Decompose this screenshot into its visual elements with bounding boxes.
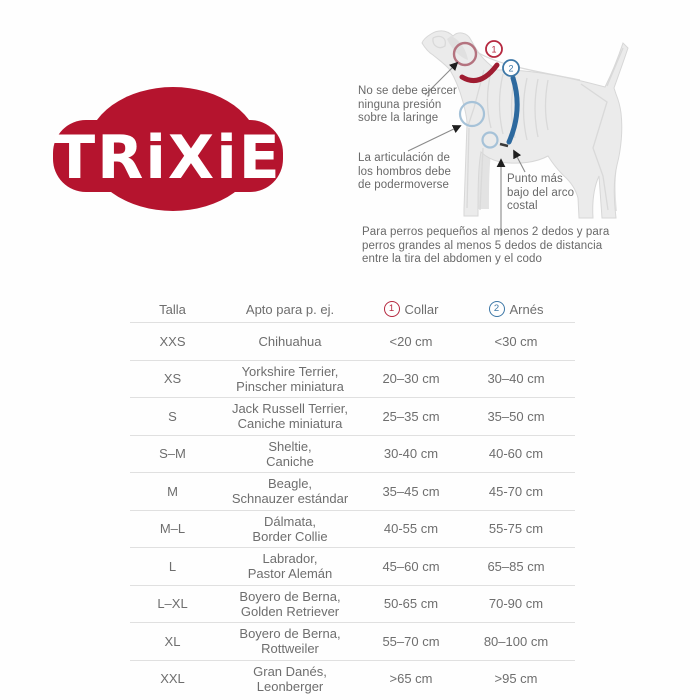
ribcage-note-line: Punto más (507, 173, 563, 185)
collar-cell: 25–35 cm (382, 408, 440, 424)
table-row (130, 660, 575, 698)
table-row (130, 622, 575, 660)
breed-line-1: Gran Danés, (253, 663, 327, 679)
harness-cell: 40-60 cm (488, 446, 544, 462)
breed-line-2: Golden Retriever (240, 603, 340, 619)
finger-distance-footnote (362, 226, 609, 267)
collar-number: 1 (491, 44, 497, 55)
table-row (130, 435, 575, 473)
table-row (130, 510, 575, 548)
breed-line-1: Jack Russell Terrier, (231, 401, 349, 417)
breed-line-1: Labrador, (262, 551, 318, 567)
size-cell: L–XL (157, 596, 188, 612)
harness-number-icon: 2 (489, 301, 505, 317)
breeds-cell (215, 334, 365, 349)
table-row (130, 360, 575, 398)
shoulder-arrow (408, 126, 460, 151)
breeds-cell (215, 364, 365, 394)
collar-cell: 45–60 cm (382, 558, 440, 574)
breed-line-1: Boyero de Berna, (239, 626, 341, 642)
harness-cell: 70-90 cm (488, 596, 544, 612)
breed-line-2: Leonberger (256, 678, 324, 694)
footnote-line: entre la tira del abdomen y el codo (362, 253, 542, 265)
logo-text: TRiXiE (54, 123, 282, 193)
size-table-body (130, 322, 575, 697)
breed-line-1: Beagle, (267, 476, 313, 492)
col-header-breeds: Apto para p. ej. (245, 301, 335, 317)
larynx-note-line: No se debe ejercer (358, 85, 457, 97)
size-cell: XXL (160, 671, 185, 687)
collar-cell: 55–70 cm (382, 633, 440, 649)
breed-line-2: Border Collie (252, 528, 328, 544)
breeds-cell (215, 439, 365, 469)
breed-line-1: Chihuahua (258, 333, 322, 349)
table-row (130, 585, 575, 623)
larynx-note-line: sobre la laringe (358, 112, 439, 124)
breed-line-2: Schnauzer estándar (231, 491, 349, 507)
collar-cell: <20 cm (389, 333, 433, 349)
harness-cell: <30 cm (494, 333, 538, 349)
breed-line-1: Boyero de Berna, (239, 588, 341, 604)
harness-cell: 45-70 cm (488, 483, 544, 499)
shoulder-note-line: La articulación de (358, 152, 450, 164)
size-cell: S–M (159, 446, 186, 462)
size-table-header (130, 296, 575, 322)
col-header-harness (457, 301, 575, 317)
col-header-collar (365, 301, 457, 317)
size-cell: XXS (159, 333, 186, 349)
col-header-collar-label: Collar (404, 301, 439, 317)
collar-cell: 50-65 cm (383, 596, 439, 612)
size-table (130, 296, 575, 697)
harness-cell: 55-75 cm (488, 521, 544, 537)
table-row (130, 322, 575, 360)
breeds-cell (215, 551, 365, 581)
collar-cell: 20–30 cm (382, 371, 440, 387)
harness-cell: >95 cm (494, 671, 538, 687)
size-cell: XS (163, 371, 182, 387)
table-row (130, 547, 575, 585)
breed-line-2: Caniche miniatura (237, 416, 343, 432)
table-row (130, 472, 575, 510)
collar-cell: 40-55 cm (383, 521, 439, 537)
breed-line-1: Yorkshire Terrier, (241, 363, 339, 379)
shoulder-note (358, 152, 451, 193)
size-cell: M (167, 483, 178, 499)
trixie-logo (40, 80, 295, 215)
harness-cell: 80–100 cm (483, 633, 549, 649)
breed-line-1: Dálmata, (263, 513, 317, 529)
size-cell: M–L (159, 521, 186, 537)
breeds-cell (215, 476, 365, 506)
breeds-cell (215, 664, 365, 694)
col-header-harness-label: Arnés (509, 301, 544, 317)
shoulder-note-line: los hombros debe (358, 165, 452, 178)
footnote-line: Para perros pequeños al menos 2 dedos y para (362, 226, 610, 238)
size-cell: L (168, 558, 177, 574)
harness-cell: 35–50 cm (487, 408, 545, 424)
ribcage-note-line: bajo del arco (507, 186, 575, 199)
breed-line-2: Pinscher miniatura (236, 378, 344, 394)
collar-cell: 30-40 cm (383, 446, 439, 462)
shoulder-note-line: de podermoverse (358, 179, 449, 191)
harness-number: 2 (508, 63, 514, 74)
harness-cell: 30–40 cm (487, 371, 545, 387)
breeds-cell (215, 514, 365, 544)
collar-number-icon: 1 (384, 301, 400, 317)
larynx-note (358, 85, 457, 126)
breeds-cell (215, 589, 365, 619)
ribcage-note-line: costal (507, 200, 538, 212)
breed-line-2: Rottweiler (261, 641, 319, 657)
breeds-cell (215, 626, 365, 656)
col-header-size: Talla (159, 301, 186, 317)
size-cell: S (168, 408, 177, 424)
breeds-cell (215, 401, 365, 431)
breed-line-1: Sheltie, (268, 438, 312, 454)
breed-line-2: Caniche (266, 453, 314, 469)
footnote-line: perros grandes al menos 5 dedos de distancia (362, 239, 603, 252)
size-cell: XL (164, 633, 181, 649)
collar-cell: >65 cm (389, 671, 433, 687)
larynx-note-line: ninguna presión (358, 98, 442, 111)
breed-line-2: Pastor Alemán (247, 566, 333, 582)
table-row (130, 397, 575, 435)
harness-cell: 65–85 cm (487, 558, 545, 574)
collar-cell: 35–45 cm (382, 483, 440, 499)
ribcage-note (507, 173, 574, 214)
